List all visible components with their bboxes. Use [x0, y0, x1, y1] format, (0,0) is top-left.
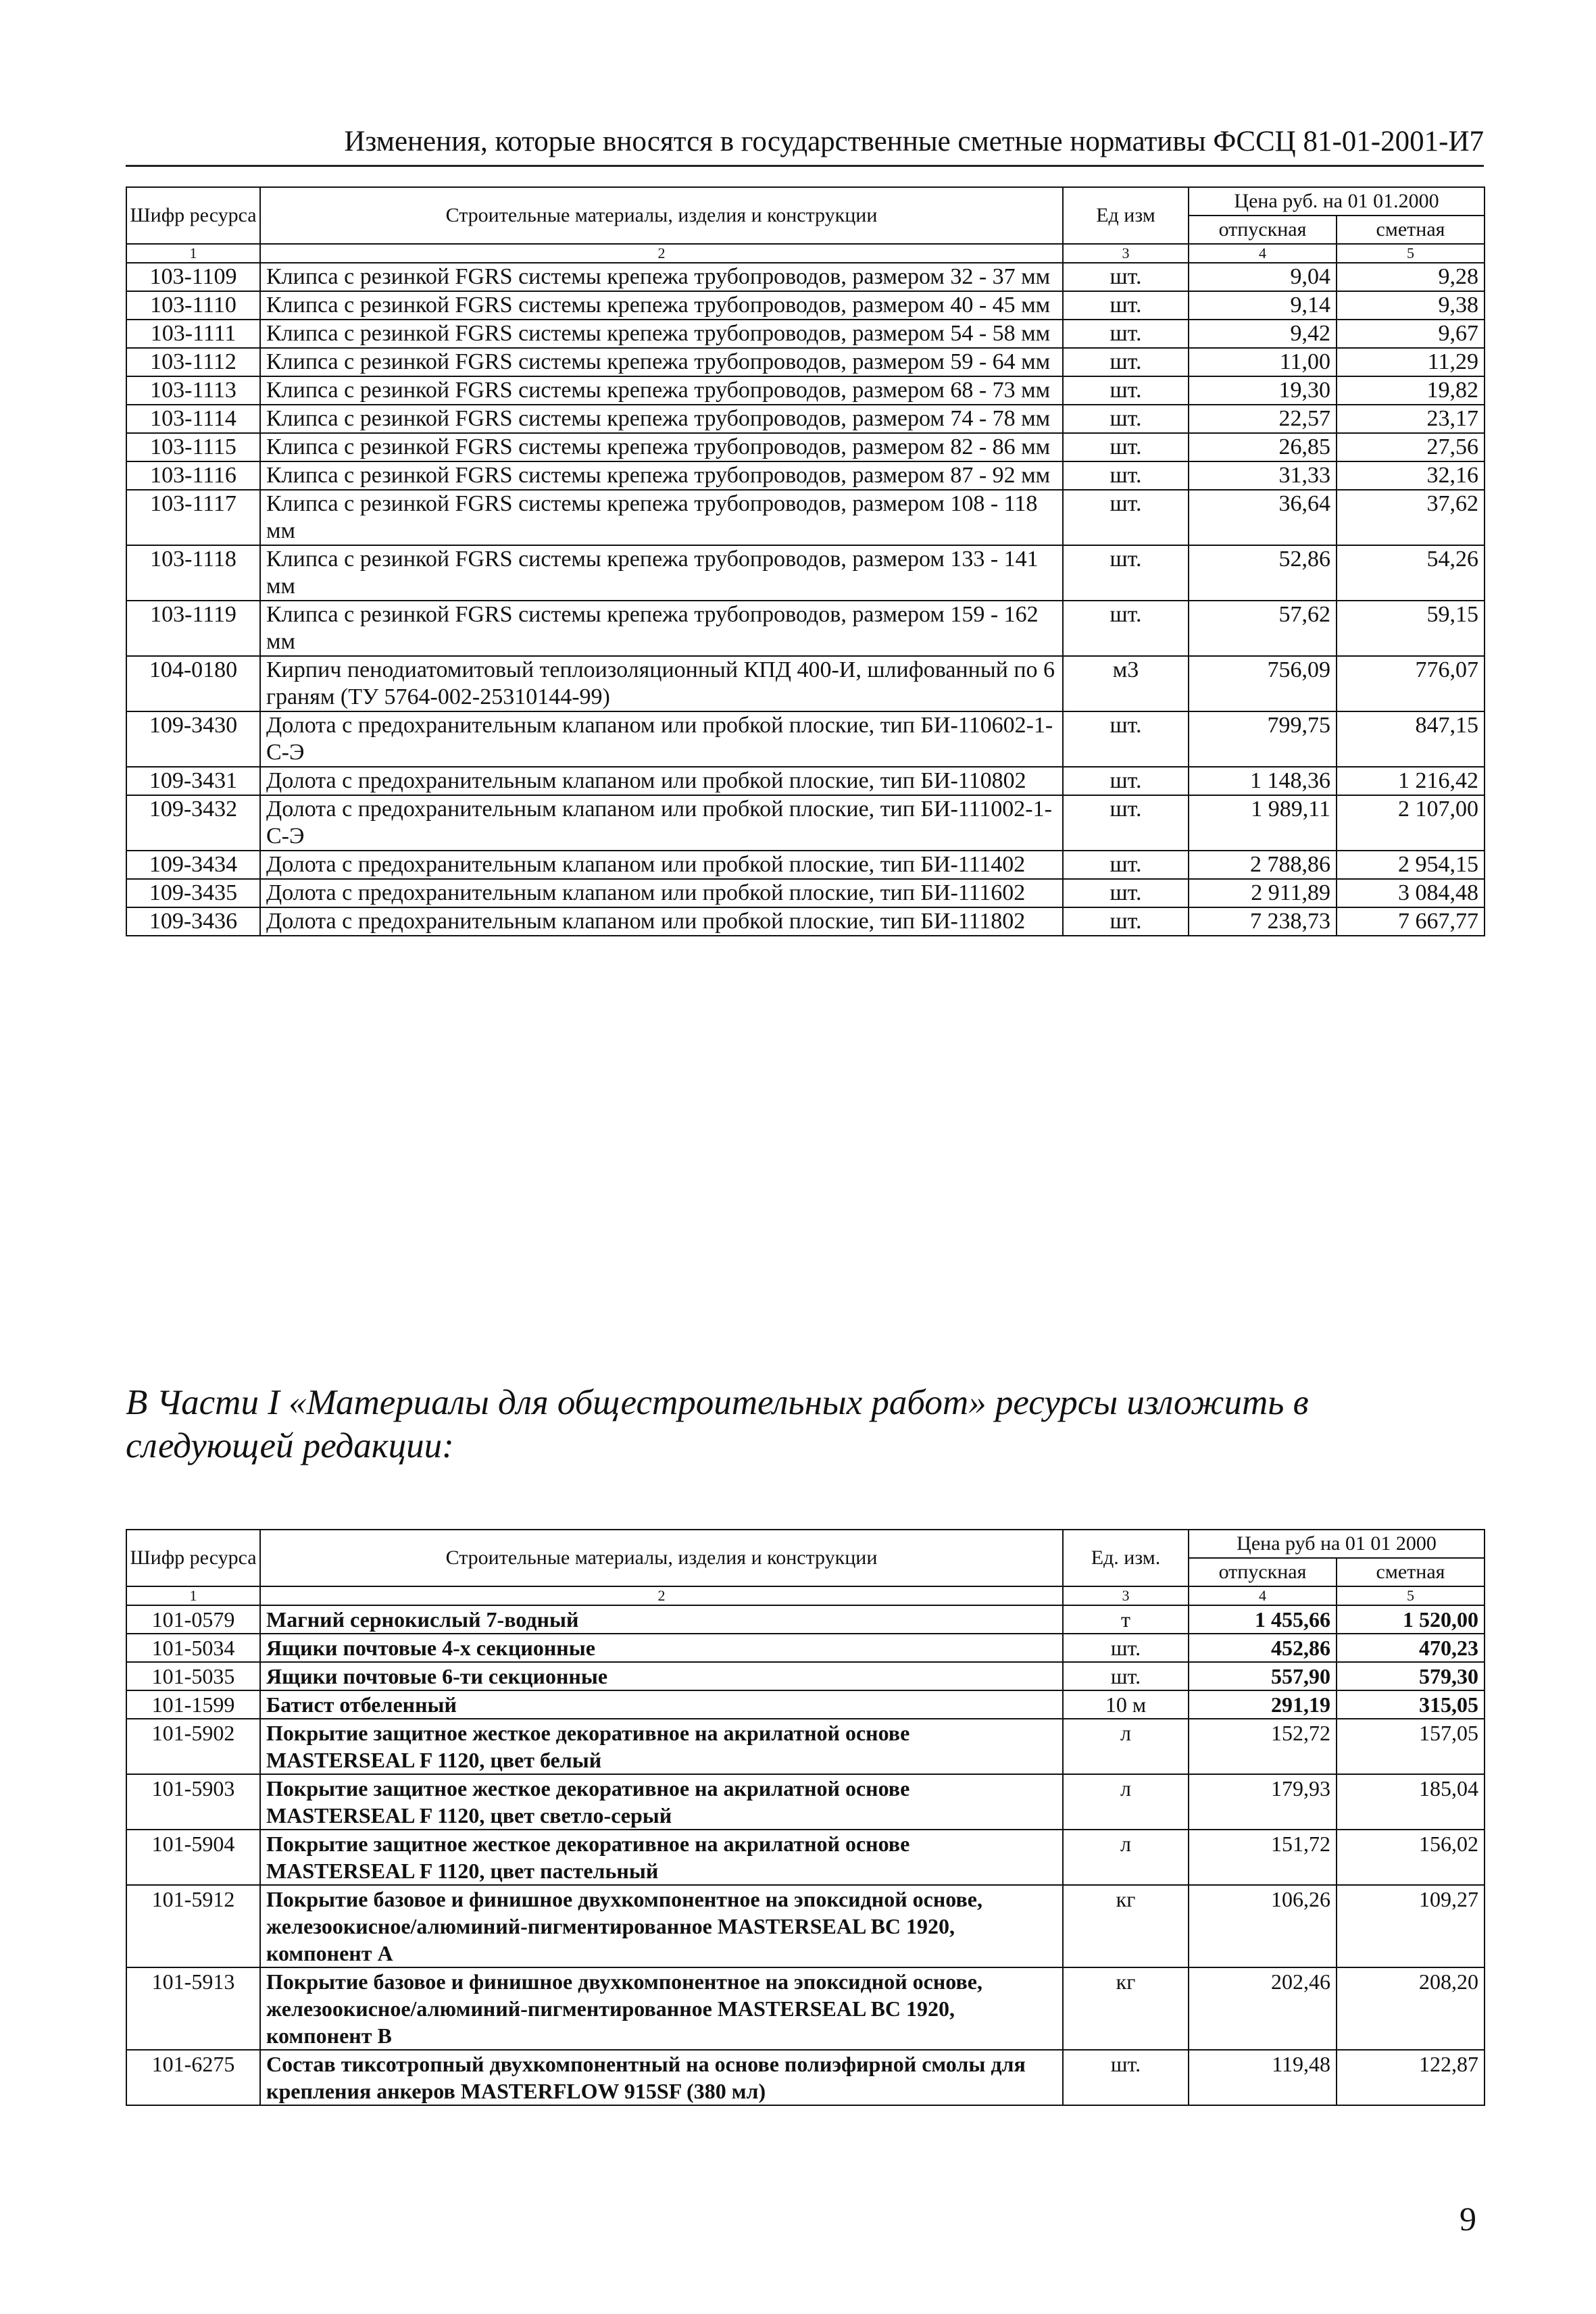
resource-code: 103-1118: [126, 545, 260, 601]
resource-code: 103-1112: [126, 348, 260, 376]
release-price: 57,62: [1189, 601, 1337, 656]
table-row: [126, 1830, 1485, 1885]
col-code-header: Шифр ресурса: [126, 1530, 260, 1586]
release-price: 179,93: [1189, 1774, 1337, 1830]
unit-of-measure: 10 м: [1063, 1690, 1189, 1719]
release-price: 26,85: [1189, 433, 1337, 461]
resource-code: 103-1109: [126, 263, 260, 291]
release-price: 799,75: [1189, 711, 1337, 767]
unit-of-measure: шт.: [1063, 320, 1189, 348]
table-row: [126, 767, 1485, 795]
table-row: [126, 320, 1485, 348]
unit-of-measure: кг: [1063, 1967, 1189, 2050]
col-number: 4: [1189, 1586, 1337, 1605]
resource-name: Долота с предохранительным клапаном или пробкой плоские, тип БИ-110602-1-С-Э: [260, 711, 1063, 767]
resource-name: Ящики почтовые 4-х секционные: [260, 1634, 1063, 1662]
resource-code: 109-3435: [126, 879, 260, 907]
release-price: 36,64: [1189, 490, 1337, 545]
col-unit-header: Ед изм: [1063, 187, 1189, 244]
unit-of-measure: шт.: [1063, 545, 1189, 601]
col-code-header: Шифр ресурса: [126, 187, 260, 244]
resource-name: Долота с предохранительным клапаном или пробкой плоские, тип БИ-111402: [260, 851, 1063, 879]
resource-code: 101-5902: [126, 1719, 260, 1774]
resource-code: 101-1599: [126, 1690, 260, 1719]
col-number: 5: [1337, 244, 1485, 263]
estimate-price: 11,29: [1337, 348, 1485, 376]
unit-of-measure: кг: [1063, 1885, 1189, 1967]
estimate-price: 315,05: [1337, 1690, 1485, 1719]
resource-name: Клипса с резинкой FGRS системы крепежа трубопроводов, размером 54 - 58 мм: [260, 320, 1063, 348]
page-header: Изменения, которые вносятся в государственные сметные нормативы ФССЦ 81-01-2001-И7: [126, 122, 1484, 167]
resource-name: Долота с предохранительным клапаном или пробкой плоские, тип БИ-110802: [260, 767, 1063, 795]
release-price: 9,04: [1189, 263, 1337, 291]
col-name-header: Строительные материалы, изделия и конструкции: [260, 187, 1063, 244]
release-price: 52,86: [1189, 545, 1337, 601]
resource-name: Ящики почтовые 6-ти секционные: [260, 1662, 1063, 1690]
resource-code: 101-5034: [126, 1634, 260, 1662]
resource-name: Покрытие защитное жесткое декоративное на акрилатной основе MASTERSEAL F 1120, цвет белый: [260, 1719, 1063, 1774]
estimate-price: 2 954,15: [1337, 851, 1485, 879]
col-number: 3: [1063, 1586, 1189, 1605]
resource-code: 109-3436: [126, 907, 260, 936]
col-number: 2: [260, 1586, 1063, 1605]
release-price: 119,48: [1189, 2050, 1337, 2105]
table-row: [126, 461, 1485, 490]
table-row: [126, 348, 1485, 376]
release-price: 1 148,36: [1189, 767, 1337, 795]
col-release-header: отпускная: [1189, 1558, 1337, 1586]
unit-of-measure: шт.: [1063, 2050, 1189, 2105]
unit-of-measure: шт.: [1063, 711, 1189, 767]
resource-code: 104-0180: [126, 656, 260, 711]
unit-of-measure: шт.: [1063, 851, 1189, 879]
release-price: 7 238,73: [1189, 907, 1337, 936]
release-price: 9,42: [1189, 320, 1337, 348]
table-row: [126, 2050, 1485, 2105]
resource-code: 103-1114: [126, 405, 260, 433]
release-price: 11,00: [1189, 348, 1337, 376]
col-release-header: отпускная: [1189, 216, 1337, 244]
table-row: [126, 291, 1485, 320]
release-price: 1 989,11: [1189, 795, 1337, 851]
table-row: [126, 1885, 1485, 1967]
resource-code: 103-1119: [126, 601, 260, 656]
table-row: [126, 263, 1485, 291]
instruction-note: В Части I «Материалы для общестроительных работ» ресурсы изложить в следующей редакции:: [126, 1383, 1309, 1465]
table-row: [126, 1662, 1485, 1690]
resource-code: 109-3432: [126, 795, 260, 851]
unit-of-measure: л: [1063, 1830, 1189, 1885]
table-row: [126, 1967, 1485, 2050]
estimate-price: 122,87: [1337, 2050, 1485, 2105]
page-number: 9: [1460, 2200, 1476, 2238]
price-table-2-body: [126, 1605, 1485, 2105]
unit-of-measure: шт.: [1063, 348, 1189, 376]
resource-name: Клипса с резинкой FGRS системы крепежа трубопроводов, размером 159 - 162 мм: [260, 601, 1063, 656]
release-price: 1 455,66: [1189, 1605, 1337, 1634]
table-row: [126, 711, 1485, 767]
table-row: [126, 1719, 1485, 1774]
resource-name: Состав тиксотропный двухкомпонентный на основе полиэфирной смолы для крепления анкеров MASTERFLOW 915SF (380 мл): [260, 2050, 1063, 2105]
resource-name: Магний сернокислый 7-водный: [260, 1605, 1063, 1634]
col-unit-header: Ед. изм.: [1063, 1530, 1189, 1586]
col-number: 2: [260, 244, 1063, 263]
table-row: [126, 545, 1485, 601]
col-price-header: Цена руб на 01 01 2000: [1189, 1530, 1485, 1558]
col-number: 4: [1189, 244, 1337, 263]
release-price: 19,30: [1189, 376, 1337, 405]
resource-code: 109-3431: [126, 767, 260, 795]
price-table-2: [126, 1529, 1485, 2106]
resource-name: Клипса с резинкой FGRS системы крепежа трубопроводов, размером 82 - 86 мм: [260, 433, 1063, 461]
unit-of-measure: шт.: [1063, 490, 1189, 545]
resource-name: Покрытие защитное жесткое декоративное на акрилатной основе MASTERSEAL F 1120, цвет пастельный: [260, 1830, 1063, 1885]
col-estimate-header: сметная: [1337, 1558, 1485, 1586]
resource-code: 109-3430: [126, 711, 260, 767]
resource-code: 101-6275: [126, 2050, 260, 2105]
estimate-price: 1 520,00: [1337, 1605, 1485, 1634]
unit-of-measure: шт.: [1063, 907, 1189, 936]
estimate-price: 2 107,00: [1337, 795, 1485, 851]
estimate-price: 185,04: [1337, 1774, 1485, 1830]
resource-code: 101-5913: [126, 1967, 260, 2050]
unit-of-measure: шт.: [1063, 433, 1189, 461]
resource-name: Покрытие базовое и финишное двухкомпонентное на эпоксидной основе, железоокисное/алюминий-пигментированное MASTERSEAL BC 1920, компонент А: [260, 1885, 1063, 1967]
table-row: [126, 1774, 1485, 1830]
release-price: 2 911,89: [1189, 879, 1337, 907]
price-table-1-body: [126, 263, 1485, 936]
unit-of-measure: м3: [1063, 656, 1189, 711]
resource-name: Долота с предохранительным клапаном или пробкой плоские, тип БИ-111002-1-С-Э: [260, 795, 1063, 851]
resource-code: 103-1113: [126, 376, 260, 405]
table-row: [126, 795, 1485, 851]
col-number: 1: [126, 244, 260, 263]
resource-code: 103-1117: [126, 490, 260, 545]
resource-code: 109-3434: [126, 851, 260, 879]
resource-name: Клипса с резинкой FGRS системы крепежа трубопроводов, размером 59 - 64 мм: [260, 348, 1063, 376]
release-price: 152,72: [1189, 1719, 1337, 1774]
estimate-price: 54,26: [1337, 545, 1485, 601]
estimate-price: 19,82: [1337, 376, 1485, 405]
resource-name: Клипса с резинкой FGRS системы крепежа трубопроводов, размером 68 - 73 мм: [260, 376, 1063, 405]
resource-code: 103-1116: [126, 461, 260, 490]
unit-of-measure: шт.: [1063, 795, 1189, 851]
table-row: [126, 879, 1485, 907]
resource-name: Клипса с резинкой FGRS системы крепежа трубопроводов, размером 32 - 37 мм: [260, 263, 1063, 291]
resource-code: 101-5912: [126, 1885, 260, 1967]
table-row: [126, 601, 1485, 656]
table-row: [126, 1605, 1485, 1634]
release-price: 9,14: [1189, 291, 1337, 320]
table-row: [126, 376, 1485, 405]
table-row: [126, 490, 1485, 545]
release-price: 557,90: [1189, 1662, 1337, 1690]
resource-name: Клипса с резинкой FGRS системы крепежа трубопроводов, размером 133 - 141 мм: [260, 545, 1063, 601]
release-price: 202,46: [1189, 1967, 1337, 2050]
unit-of-measure: шт.: [1063, 601, 1189, 656]
estimate-price: 157,05: [1337, 1719, 1485, 1774]
table-row: [126, 433, 1485, 461]
col-name-header: Строительные материалы, изделия и конструкции: [260, 1530, 1063, 1586]
estimate-price: 9,28: [1337, 263, 1485, 291]
col-number: 1: [126, 1586, 260, 1605]
estimate-price: 109,27: [1337, 1885, 1485, 1967]
col-estimate-header: сметная: [1337, 216, 1485, 244]
unit-of-measure: шт.: [1063, 263, 1189, 291]
estimate-price: 7 667,77: [1337, 907, 1485, 936]
release-price: 452,86: [1189, 1634, 1337, 1662]
release-price: 151,72: [1189, 1830, 1337, 1885]
resource-code: 103-1110: [126, 291, 260, 320]
release-price: 31,33: [1189, 461, 1337, 490]
unit-of-measure: шт.: [1063, 767, 1189, 795]
estimate-price: 32,16: [1337, 461, 1485, 490]
estimate-price: 37,62: [1337, 490, 1485, 545]
release-price: 756,09: [1189, 656, 1337, 711]
price-table-1: [126, 186, 1485, 936]
estimate-price: 1 216,42: [1337, 767, 1485, 795]
estimate-price: 847,15: [1337, 711, 1485, 767]
resource-name: Клипса с резинкой FGRS системы крепежа трубопроводов, размером 108 - 118 мм: [260, 490, 1063, 545]
resource-code: 101-5904: [126, 1830, 260, 1885]
unit-of-measure: шт.: [1063, 405, 1189, 433]
table-row: [126, 851, 1485, 879]
resource-name: Клипса с резинкой FGRS системы крепежа трубопроводов, размером 40 - 45 мм: [260, 291, 1063, 320]
resource-name: Покрытие базовое и финишное двухкомпонентное на эпоксидной основе, железоокисное/алюминий-пигментированное MASTERSEAL BC 1920, компонент В: [260, 1967, 1063, 2050]
resource-name: Долота с предохранительным клапаном или пробкой плоские, тип БИ-111602: [260, 879, 1063, 907]
resource-code: 103-1111: [126, 320, 260, 348]
unit-of-measure: шт.: [1063, 376, 1189, 405]
resource-code: 103-1115: [126, 433, 260, 461]
unit-of-measure: шт.: [1063, 879, 1189, 907]
unit-of-measure: л: [1063, 1774, 1189, 1830]
estimate-price: 579,30: [1337, 1662, 1485, 1690]
resource-name: Клипса с резинкой FGRS системы крепежа трубопроводов, размером 87 - 92 мм: [260, 461, 1063, 490]
unit-of-measure: шт.: [1063, 1662, 1189, 1690]
unit-of-measure: шт.: [1063, 291, 1189, 320]
resource-name: Батист отбеленный: [260, 1690, 1063, 1719]
estimate-price: 9,67: [1337, 320, 1485, 348]
col-number: 5: [1337, 1586, 1485, 1605]
release-price: 291,19: [1189, 1690, 1337, 1719]
resource-name: Кирпич пенодиатомитовый теплоизоляционный КПД 400-И, шлифованный по 6 граням (ТУ 5764-002-25310144-99): [260, 656, 1063, 711]
table-row: [126, 405, 1485, 433]
resource-code: 101-5035: [126, 1662, 260, 1690]
col-number: 3: [1063, 244, 1189, 263]
estimate-price: 23,17: [1337, 405, 1485, 433]
table-row: [126, 1634, 1485, 1662]
estimate-price: 156,02: [1337, 1830, 1485, 1885]
resource-code: 101-0579: [126, 1605, 260, 1634]
unit-of-measure: т: [1063, 1605, 1189, 1634]
estimate-price: 27,56: [1337, 433, 1485, 461]
release-price: 106,26: [1189, 1885, 1337, 1967]
table-row: [126, 907, 1485, 936]
estimate-price: 208,20: [1337, 1967, 1485, 2050]
unit-of-measure: шт.: [1063, 461, 1189, 490]
resource-name: Долота с предохранительным клапаном или пробкой плоские, тип БИ-111802: [260, 907, 1063, 936]
table-row: [126, 1690, 1485, 1719]
table-row: [126, 656, 1485, 711]
resource-name: Клипса с резинкой FGRS системы крепежа трубопроводов, размером 74 - 78 мм: [260, 405, 1063, 433]
estimate-price: 776,07: [1337, 656, 1485, 711]
unit-of-measure: л: [1063, 1719, 1189, 1774]
release-price: 2 788,86: [1189, 851, 1337, 879]
resource-code: 101-5903: [126, 1774, 260, 1830]
estimate-price: 3 084,48: [1337, 879, 1485, 907]
col-price-header: Цена руб. на 01 01.2000: [1189, 187, 1485, 216]
unit-of-measure: шт.: [1063, 1634, 1189, 1662]
release-price: 22,57: [1189, 405, 1337, 433]
estimate-price: 470,23: [1337, 1634, 1485, 1662]
resource-name: Покрытие защитное жесткое декоративное на акрилатной основе MASTERSEAL F 1120, цвет светло-серый: [260, 1774, 1063, 1830]
estimate-price: 9,38: [1337, 291, 1485, 320]
estimate-price: 59,15: [1337, 601, 1485, 656]
